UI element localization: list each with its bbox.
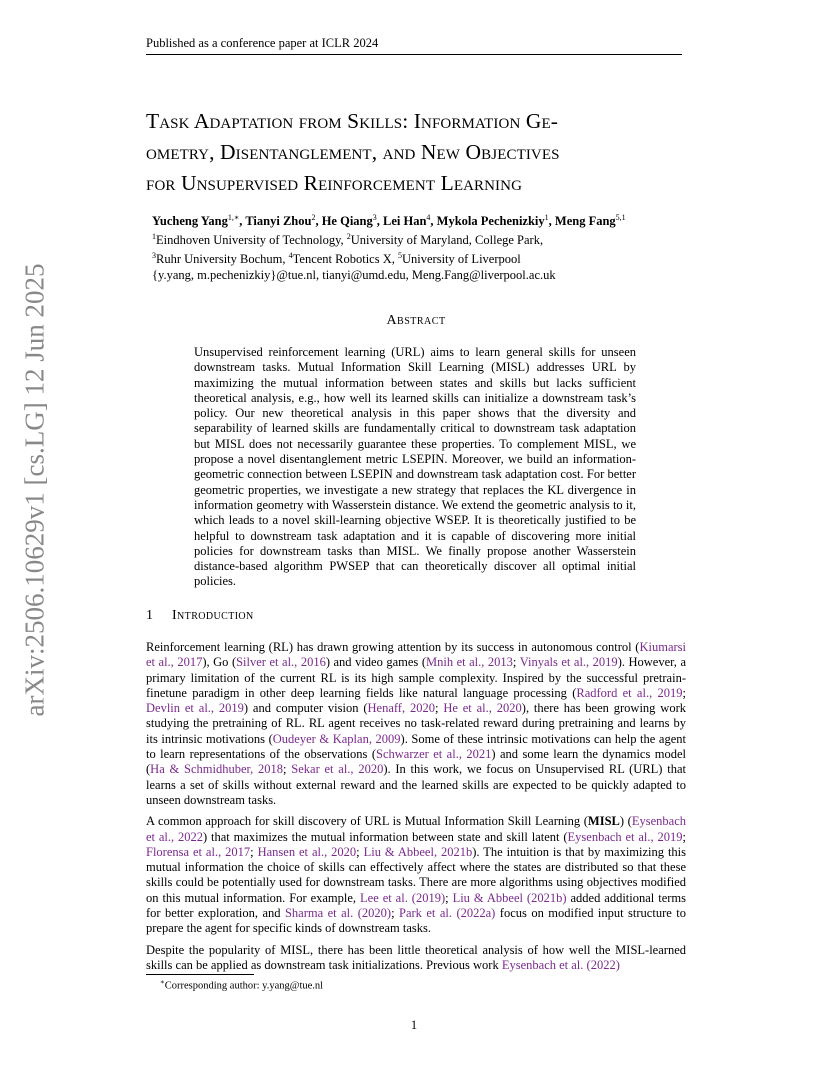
abstract-text: Unsupervised reinforcement learning (URL) aims to learn general skills for unseen downstream tasks. Mutual Information Skill Learning (MISL) addresses URL by maximizing the mutual information between states and skills but lacks sufficient theoretical analysis, e.g., how well its learned skills can initialize a downstream task’s policy. Our new theoretical analysis in this paper shows that the diversity and separability of learned skills are fundamentally critical to downstream task adaptation but MISL does not necessarily guarantee these properties. To complement MISL, we propose a novel disentanglement metric LSEPIN. Moreover, we build an information-geometric connection between LSEPIN and downstream task adaptation cost. For better geometric properties, we investigate a new strategy that replaces the KL divergence in information geometry with Wasserstein distance. We extend the geometric analysis to it, which leads to a novel skill-learning objective WSEP. It is theoretically justified to be helpful to downstream task adaptation and it is capable of discovering more initial policies for downstream tasks than MISL. We finally propose another Wasserstein distance-based algorithm PWSEP that can theoretically discover all optimal initial policies. — [194, 345, 636, 589]
citation-link[interactable]: Mnih et al., 2013 — [425, 655, 513, 670]
citation-link[interactable]: Silver et al., 2016 — [236, 655, 326, 670]
paragraph-1: Reinforcement learning (RL) has drawn growing attention by its success in autonomous control (Kiumarsi et al., 2017), Go (Silver et al., 2016) and video games (Mnih et al., 2013; Vinyals et al., 2019). However, a primary limitation of the current RL is its high sample complexity. Inspired by the successful pretrain-finetune paradigm in other deep learning fields like natural language processing (Radford et al., 2019; Devlin et al., 2019) and computer vision (Henaff, 2020; He et al., 2020), there has been growing work studying the pretraining of RL. RL agent receives no task-related reward during pretraining and learns by its intrinsic motivations (Oudeyer & Kaplan, 2009). Some of these intrinsic motivations can help the agent to learn representations of the observations (Schwarzer et al., 2021) and some learn the dynamics model (Ha & Schmidhuber, 2018; Sekar et al., 2020). In this work, we focus on Unsupervised RL (URL) that learns a set of skills without external reward and the learned skills are expected to be quickly adapted to unseen downstream tasks. — [146, 640, 687, 807]
paragraph-3: Despite the popularity of MISL, there has been little theoretical analysis of how well the MISL-learned skills can be applied as downstream task initializations. Previous work Eysenbach et al. (2022) — [146, 942, 686, 972]
citation-link[interactable]: Florensa et al., 2017 — [146, 844, 251, 859]
running-header: Published as a conference paper at ICLR 2024 — [146, 36, 682, 55]
author-1: Yucheng Yang — [152, 214, 228, 229]
section-heading — [146, 608, 254, 624]
affiliations-line-1: $^1$Eindhoven University of Technology, $^2$University of Maryland, College Park, — [152, 232, 544, 248]
paper-title — [146, 106, 686, 199]
author-emails: {y.yang, m.pechenizkiy}@tue.nl, tianyi@umd.edu, Meng.Fang@liverpool.ac.uk — [152, 268, 556, 283]
citation-link[interactable]: Ha & Schmidhuber, 2018 — [150, 762, 284, 777]
section-title: Introduction — [172, 608, 254, 623]
arxiv-stamp-text: arXiv:2506.10629v1 [cs.LG] 12 Jun 2025 — [19, 263, 50, 717]
body-text — [146, 640, 686, 979]
author-names: Yucheng Yang$^{1,∗}$, Tianyi Zhou$^2$, He Qiang$^3$, Lei Han$^4$, Mykola Pechenizkiy$^1$, Meng Fang$^{5,1}$ — [152, 213, 626, 229]
abstract-heading: Abstract — [386, 313, 446, 328]
author-block — [152, 210, 692, 283]
citation-link[interactable]: Sekar et al., 2020 — [291, 762, 384, 777]
title-line-1: Task Adaptation from Skills: Information Ge- — [146, 109, 559, 133]
citation-link[interactable]: Sharma et al. (2020) — [284, 906, 392, 921]
author-2: Tianyi Zhou — [245, 214, 312, 229]
citation-link[interactable]: Eysenbach et al. (2022) — [501, 957, 620, 972]
citation-link[interactable]: Eysenbach et al., 2019 — [567, 829, 683, 844]
footnote-rule — [146, 974, 254, 975]
citation-link[interactable]: Devlin et al., 2019 — [146, 701, 244, 716]
citation-link[interactable]: Liu & Abbeel, 2021b — [363, 844, 473, 859]
citation-link[interactable]: Lee et al. (2019) — [360, 890, 446, 905]
page-number: 1 — [410, 1018, 418, 1032]
paragraph-2: A common approach for skill discovery of URL is Mutual Information Skill Learning (MISL) (Eysenbach et al., 2022) that maximizes the mutual information between state and skill latent (Eysenbach et al., 2019; Florensa et al., 2017; Hansen et al., 2020; Liu & Abbeel, 2021b). The intuition is that by maximizing this mutual information the choice of skills can effectively affect where the states are distributed so that these skills could be potentially used for downstream tasks. There are more algorithms using objectives modified on this mutual information. For example, Lee et al. (2019); Liu & Abbeel (2021b) added additional terms for better exploration, and Sharma et al. (2020); Park et al. (2022a) focus on modified input structure to prepare the agent for specific kinds of downstream tasks. — [146, 814, 687, 936]
arxiv-stamp — [8, 263, 62, 717]
author-4: Lei Han — [383, 214, 427, 229]
section-number: 1 — [146, 608, 153, 623]
citation-link[interactable]: Eysenbach et al., 2022 — [146, 814, 686, 844]
citation-link[interactable]: He et al., 2020 — [443, 701, 522, 716]
citation-link[interactable]: Park et al. (2022a) — [399, 906, 496, 921]
citation-link[interactable]: Liu & Abbeel (2021b) — [452, 890, 567, 905]
citation-link[interactable]: Kiumarsi et al., 2017 — [146, 640, 686, 670]
citation-link[interactable]: Vinyals et al., 2019 — [519, 655, 618, 670]
footnote: ∗Corresponding author: y.yang@tue.nl — [160, 978, 324, 992]
citation-link[interactable]: Hansen et al., 2020 — [257, 844, 357, 859]
citation-link[interactable]: Radford et al., 2019 — [576, 685, 683, 700]
author-5: Mykola Pechenizkiy — [436, 214, 545, 229]
author-6: Meng Fang — [554, 214, 616, 229]
citation-link[interactable]: Schwarzer et al., 2021 — [376, 747, 492, 762]
affiliations-line-2: $^3$Ruhr University Bochum, $^4$Tencent Robotics X, $^5$University of Liverpool — [152, 251, 521, 267]
citation-link[interactable]: Henaff, 2020 — [367, 701, 435, 716]
citation-link[interactable]: Oudeyer & Kaplan, 2009 — [272, 731, 401, 746]
title-line-3: for Unsupervised Reinforcement Learning — [146, 171, 523, 195]
author-3: He Qiang — [321, 214, 373, 229]
title-line-2: ometry, Disentanglement, and New Objectives — [146, 140, 560, 164]
